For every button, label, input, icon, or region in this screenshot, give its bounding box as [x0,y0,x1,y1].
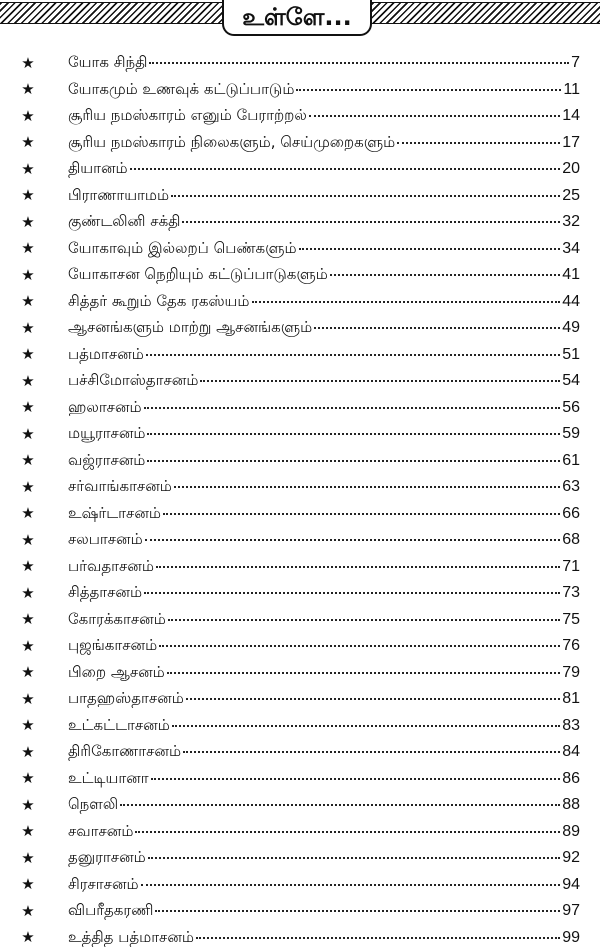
toc-entry-title: உஷ்ர்டாசனம் [68,504,161,524]
star-bullet-icon: ★ [20,877,36,892]
dot-leader [130,168,561,170]
dot-leader [171,195,560,197]
toc-entry-title: பர்வதாசனம் [68,557,154,577]
toc-entry-page-number: 61 [562,452,580,470]
toc-entry-page-number: 75 [562,611,580,629]
toc-entry-title: பத்மாசனம் [68,345,144,365]
toc-entry-line [68,636,580,656]
toc-entry-page-number: 76 [562,637,580,655]
dot-leader [330,274,560,276]
toc-entry-line [68,398,580,418]
toc-entry [0,130,600,157]
toc-entry-line [68,769,580,789]
toc-entry [0,50,600,77]
toc-entry-title: யோகாவும் இல்லறப் பெண்களும் [68,239,297,259]
toc-entry-page-number: 92 [562,849,580,867]
toc-entry-page-number: 81 [562,690,580,708]
star-bullet-icon: ★ [20,427,36,442]
toc-entry [0,103,600,130]
toc-entry-line [68,822,580,842]
star-bullet-icon: ★ [20,400,36,415]
star-bullet-icon: ★ [20,798,36,813]
toc-entry-title: யோகமும் உணவுக் கட்டுப்பாடும் [68,80,294,100]
toc-entry-title: ஹலாசனம் [68,398,142,418]
toc-entry-line [68,212,580,232]
toc-entry-line [68,742,580,762]
toc-entry [0,898,600,925]
toc-entry [0,342,600,369]
star-bullet-icon: ★ [20,268,36,283]
toc-entry-title: உத்தித பத்மாசனம் [68,928,194,948]
toc-entry [0,156,600,183]
toc-entry [0,262,600,289]
dot-leader [135,831,560,833]
toc-entry-title: சலபாசனம் [68,530,143,550]
toc-entry-page-number: 71 [562,558,580,576]
toc-entry-line [68,186,580,206]
toc-entry [0,421,600,448]
toc-entry [0,395,600,422]
toc-entry-line [68,424,580,444]
toc-entry-title: பச்சிமோஸ்தாசனம் [68,371,198,391]
star-bullet-icon: ★ [20,506,36,521]
toc-entry-line [68,239,580,259]
toc-entry-page-number: 99 [562,929,580,947]
toc-entry [0,580,600,607]
toc-entry-title: சித்தர் கூறும் தேக ரகஸ்யம் [68,292,250,312]
toc-entry-title: பிறை ஆசனம் [68,663,165,683]
star-bullet-icon: ★ [20,612,36,627]
toc-entry [0,660,600,687]
toc-entry-title: தனுராசனம் [68,848,146,868]
dot-leader [149,62,569,64]
toc-entry-line [68,530,580,550]
toc-entry-page-number: 49 [562,319,580,337]
toc-entry-page-number: 86 [562,770,580,788]
star-bullet-icon: ★ [20,930,36,945]
toc-entry [0,739,600,766]
toc-entry [0,925,600,951]
star-bullet-icon: ★ [20,347,36,362]
toc-entry-title: மயூராசனம் [68,424,145,444]
dot-leader [172,725,560,727]
dot-leader [196,937,560,939]
toc-entry-page-number: 94 [562,876,580,894]
dot-leader [144,592,560,594]
toc-entry [0,607,600,634]
toc-entry-title: தியானம் [68,159,128,179]
toc-entry-line [68,610,580,630]
star-bullet-icon: ★ [20,586,36,601]
toc-entry-page-number: 14 [562,107,580,125]
dot-leader [168,619,560,621]
toc-entry-line [68,504,580,524]
star-bullet-icon: ★ [20,533,36,548]
toc-entry-page-number: 89 [562,823,580,841]
dot-leader [252,301,561,303]
contents-header [0,0,600,40]
dot-leader [309,115,560,117]
toc-entry-line [68,583,580,603]
star-bullet-icon: ★ [20,745,36,760]
star-bullet-icon: ★ [20,718,36,733]
dot-leader [163,513,560,515]
toc-entry-page-number: 7 [571,54,580,72]
star-bullet-icon: ★ [20,639,36,654]
page-title: உள்ளே... [222,0,372,36]
toc-entry [0,633,600,660]
toc-entry [0,315,600,342]
toc-entry-title: பாதஹஸ்தாசனம் [68,689,184,709]
toc-entry-title: சர்வாங்காசனம் [68,477,172,497]
star-bullet-icon: ★ [20,56,36,71]
table-of-contents [0,50,600,951]
toc-entry-line [68,928,580,948]
toc-entry [0,686,600,713]
dot-leader [174,486,560,488]
star-bullet-icon: ★ [20,135,36,150]
star-bullet-icon: ★ [20,480,36,495]
toc-entry-line [68,371,580,391]
toc-entry-title: வஜ்ராசனம் [68,451,145,471]
toc-entry-page-number: 79 [562,664,580,682]
dot-leader [148,857,561,859]
dot-leader [141,884,561,886]
toc-entry-page-number: 41 [562,266,580,284]
dot-leader [151,778,561,780]
dot-leader [299,248,561,250]
dot-leader [146,354,560,356]
toc-entry-page-number: 68 [562,531,580,549]
star-bullet-icon: ★ [20,215,36,230]
header-hatch-right [372,2,600,24]
dot-leader [314,327,560,329]
toc-entry [0,368,600,395]
toc-entry-line [68,848,580,868]
toc-entry [0,766,600,793]
toc-entry [0,792,600,819]
toc-entry-title: திரிகோணாசனம் [68,742,181,762]
star-bullet-icon: ★ [20,771,36,786]
toc-entry-line [68,106,580,126]
star-bullet-icon: ★ [20,374,36,389]
dot-leader [145,539,561,541]
toc-entry-line [68,477,580,497]
toc-entry-page-number: 11 [563,81,580,99]
toc-entry-title: விபரீதகரணி [68,901,153,921]
star-bullet-icon: ★ [20,109,36,124]
toc-entry-line [68,159,580,179]
toc-entry-title: சித்தாசனம் [68,583,142,603]
toc-entry [0,554,600,581]
toc-entry [0,289,600,316]
toc-entry-page-number: 97 [562,902,580,920]
toc-entry-title: நௌலி [68,795,118,815]
toc-entry-line [68,875,580,895]
toc-entry [0,872,600,899]
toc-entry-page-number: 20 [562,160,580,178]
toc-entry [0,501,600,528]
toc-entry-page-number: 17 [562,134,580,152]
dot-leader [200,380,560,382]
toc-entry-page-number: 84 [562,743,580,761]
dot-leader [167,672,560,674]
star-bullet-icon: ★ [20,294,36,309]
dot-leader [144,407,561,409]
star-bullet-icon: ★ [20,241,36,256]
toc-entry-page-number: 54 [562,372,580,390]
toc-entry-line [68,557,580,577]
toc-entry-title: புஜங்காசனம் [68,636,157,656]
toc-entry-title: கோரக்காசனம் [68,610,166,630]
toc-entry-line [68,901,580,921]
toc-entry [0,474,600,501]
toc-entry-title: பிராணாயாமம் [68,186,169,206]
dot-leader [156,566,560,568]
toc-entry-title: ஆசனங்களும் மாற்று ஆசனங்களும் [68,318,312,338]
toc-entry-page-number: 32 [562,213,580,231]
toc-entry [0,527,600,554]
toc-entry-page-number: 25 [562,187,580,205]
toc-entry-line [68,265,580,285]
dot-leader [296,89,561,91]
toc-entry-page-number: 73 [562,584,580,602]
toc-entry-line [68,53,580,73]
star-bullet-icon: ★ [20,188,36,203]
dot-leader [183,751,560,753]
toc-entry-page-number: 34 [562,240,580,258]
toc-entry-page-number: 63 [562,478,580,496]
dot-leader [147,460,560,462]
header-hatch-left [0,2,222,24]
star-bullet-icon: ★ [20,82,36,97]
toc-entry-title: சூரிய நமஸ்காரம் எனும் பேராற்றல் [68,106,307,126]
toc-entry [0,448,600,475]
star-bullet-icon: ★ [20,453,36,468]
toc-entry-line [68,318,580,338]
star-bullet-icon: ★ [20,665,36,680]
star-bullet-icon: ★ [20,321,36,336]
dot-leader [155,910,560,912]
toc-entry-page-number: 88 [562,796,580,814]
toc-entry-line [68,795,580,815]
toc-entry-line [68,133,580,153]
toc-entry-line [68,663,580,683]
star-bullet-icon: ★ [20,851,36,866]
toc-entry-line [68,345,580,365]
star-bullet-icon: ★ [20,904,36,919]
toc-entry-title: குண்டலினி சக்தி [68,212,180,232]
toc-entry-line [68,451,580,471]
dot-leader [159,645,560,647]
toc-entry-page-number: 56 [562,399,580,417]
star-bullet-icon: ★ [20,824,36,839]
toc-entry [0,77,600,104]
star-bullet-icon: ★ [20,162,36,177]
toc-entry-page-number: 66 [562,505,580,523]
toc-entry [0,845,600,872]
dot-leader [147,433,560,435]
toc-entry-title: உட்கட்டாசனம் [68,716,170,736]
toc-entry-title: சிரசாசனம் [68,875,139,895]
toc-entry-title: சூரிய நமஸ்காரம் நிலைகளும், செய்முறைகளும் [68,133,395,153]
toc-entry-page-number: 51 [562,346,580,364]
toc-entry [0,209,600,236]
star-bullet-icon: ★ [20,559,36,574]
toc-entry [0,183,600,210]
toc-entry-line [68,689,580,709]
toc-entry-line [68,716,580,736]
toc-entry-page-number: 44 [562,293,580,311]
toc-entry-line [68,80,580,100]
toc-entry [0,819,600,846]
toc-entry-title: உட்டியானா [68,769,149,789]
dot-leader [397,142,560,144]
toc-entry-title: யோகாசன நெறியும் கட்டுப்பாடுகளும் [68,265,328,285]
toc-entry-page-number: 83 [562,717,580,735]
dot-leader [182,221,560,223]
star-bullet-icon: ★ [20,692,36,707]
dot-leader [120,804,560,806]
toc-entry-title: சவாசனம் [68,822,133,842]
toc-entry [0,236,600,263]
toc-entry-page-number: 59 [562,425,580,443]
toc-entry-title: யோக சிந்தி [68,53,147,73]
toc-entry-line [68,292,580,312]
toc-entry [0,713,600,740]
dot-leader [186,698,560,700]
